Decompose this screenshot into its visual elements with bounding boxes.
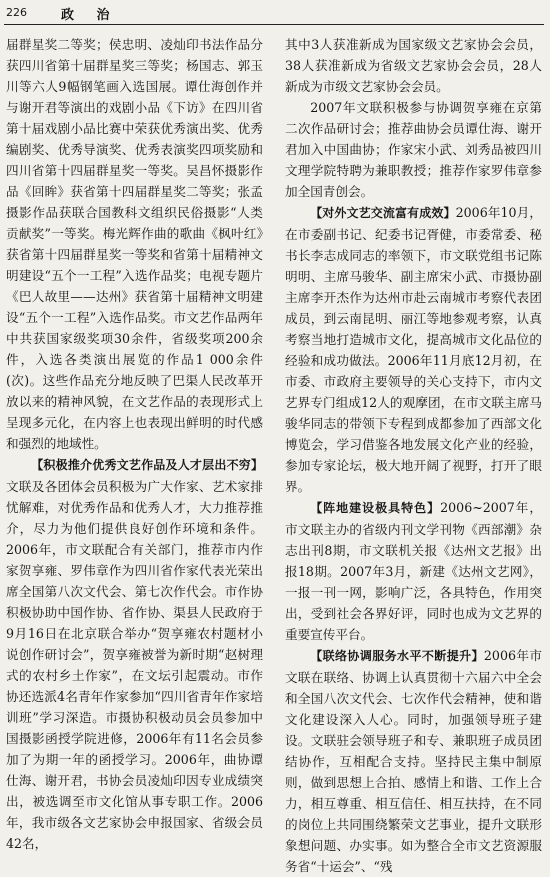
section-body-platform: 2006~2007年，市文联主办的省级内刊文学刊物《西部潮》杂志出刊8期，市文联机关报《达州文艺报》出报18期。2007年3月，新建《达州文艺网》，一报一刊一网，影响广泛，各具特色，作用突出，受到社会各界好评，同时也成为文艺界的重要宣传平台。 [285,500,542,642]
section-body-promotion: 文联及各团体会员积极为广大作家、艺术家排忧解难，对优秀作品和优秀人才，大力推荐推介，尽力为他们提供良好创作环境和条件。2006年，市文联配合有关部门，推荐市内作家贺享雍、罗伟章作为四川省作家代表光荣出席全国第八次文代会、第七次作代会。市作协积极协助中国作协、省作协、渠县人民政府于9月16日在北京联合举办“贺享雍农村题材小说创作研讨会”，贺享雍被誉为新时期“赵树理式的农村乡土作家”，在文坛引起震动。市作协还选派4名青年作家参加“四川省青年作家培训班”学习深造。市摄协积极动员会员参加中国摄影函授学院进修，2006年有11名会员参加了为期一年的函授学习。2006年，曲协谭仕海、谢开君，书协会员凌灿印因专业成绩突出，被选调至市文化馆从事专职工作。2006年，我市级各文艺家协会申报国家、省级会员42名， [6,479,263,851]
header-rule [4,24,544,25]
paragraph-platform [285,497,542,645]
paragraph-awards: 届群星奖二等奖；侯忠明、凌灿印书法作品分获四川省第十届群星奖三等奖；杨国志、郭玉川等六人9幅钢笔画入选国展。谭仕海创作并与谢开君等演出的戏剧小品《下访》在四川省第十届戏剧小品比赛中荣获优秀演出奖、优秀编剧奖、优秀导演奖、优秀表演奖四项奖励和四川省第十四届群星奖一等奖。吴昌怀摄影作品《回眸》获省第十四届群星奖二等奖；张孟摄影作品获联合国教科文组织民俗摄影“人类贡献奖”一等奖。梅光辉作曲的歌曲《枫叶红》获省第十四届群星奖一等奖和省第十届精神文明建设“五个一工程”入选作品奖；电视专题片《巴人故里——达州》获省第十届精神文明建设“五个一工程”入选作品奖。市文艺作品两年中共获国家级奖项30余件，省级奖项200余件，入选各类演出展览的作品1 000余件(次)。这些作品充分地反映了巴渠人民改革开放以来的精神风貌，在文艺作品的表现形式上呈现多元化，在内容上也表现出鲜明的时代感和强烈的地域性。 [6,37,263,451]
left-column [6,34,263,851]
section-body-exchange: 2006年10月，在市委副书记、纪委书记胥健，市委常委、秘书长李志成同志的率领下，市文联党组书记陈明明、主席马骏华、副主席宋小武、市摄协副主席李开杰作为达州市赴云南城市考察代表团成员，到云南昆明、丽江等地参观考察，认真考察当地打造城市文化，提高城市文化品位的经验和成功做法。2006年11月底12月初，在市委、市政府主要领导的关心支持下，市内文艺界专门组成12人的观摩团，在市文联主席马骏华同志的带领下专程到成都参加了西部文化博览会，学习借鉴各地发展文化产业的经验，参加专家论坛，极大地开阔了视野，打开了眼界。 [285,205,542,494]
page-number: 226 [6,6,27,19]
paragraph-2007: 2007年文联积极参与协调贺享雍在京第二次作品研讨会；推荐曲协会员谭仕海、谢开君加入中国曲协；作家宋小武、刘秀品被四川文理学院特聘为兼职教授；推荐作家罗伟章参加全国青创会。 [285,100,542,199]
paragraph-exchange [285,202,542,497]
section-heading-service: 【联络协调服务水平不断提升】 [310,649,484,663]
paragraph-members: 其中3人获准新成为国家级文艺家协会会员，38人获准新成为省级文艺家协会会员，28人新成为市级文艺家协会会员。 [285,37,542,94]
page-header [4,3,544,25]
right-column [285,34,542,874]
section-heading-promotion: 【积极推介优秀文艺作品及人才层出不穷】 [31,458,263,472]
section-body-service: 2006年市文联在联络、协调上认真贯彻十六届六中全会和全国八次文代会、七次作代会精神，使和谐文化建设深入人心。同时，加强领导班子建设。文联驻会领导班子和专、兼职班子成员团结协作，互相配合支持。坚持民主集中制原则，做到思想上合拍、感情上和谐、工作上合力，相互尊重、相互信任、相互扶持，在不同的岗位上共同围绕繁荣文艺事业，提升文联形象想问题、办实事。如为整合全市文艺资源服务省“十运会”、“残 [285,648,542,874]
section-heading-platform: 【阵地建设极具特色】 [310,501,441,515]
paragraph-service [285,645,542,877]
section-heading-exchange: 【对外文艺交流富有成效】 [310,206,456,220]
running-title: 政 治 [61,8,119,23]
paragraph-promotion [6,454,263,854]
